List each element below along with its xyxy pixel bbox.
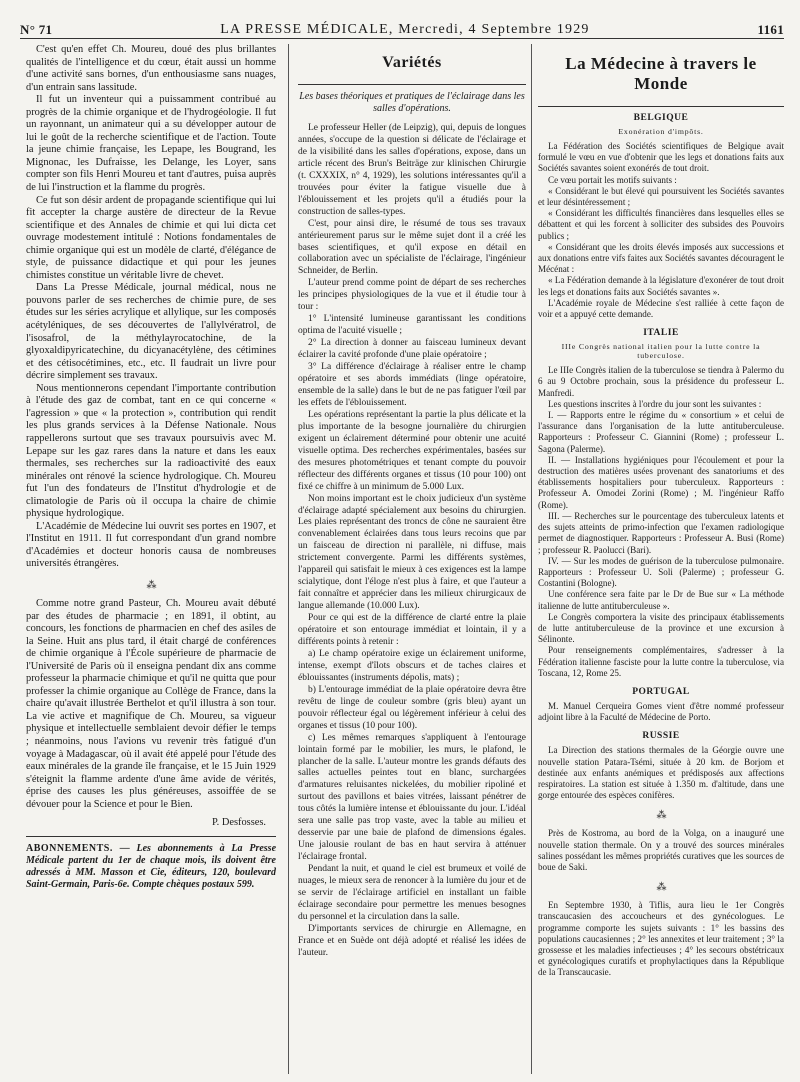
journal-title: LA PRESSE MÉDICALE, Mercredi, 4 Septembre 1929 (220, 22, 590, 37)
column-divider (531, 44, 532, 1074)
paragraph: Comme notre grand Pasteur, Ch. Moureu avait débuté par des études de pharmacie ; en 1891, il obtint, au concours, les fonctions de pharmacien en chef des asiles de la Seine. Huit ans plus tard, il était chargé de conférences de chimie organique à l'École supérieure de pharmacie de l'Université de Paris où il enseigna pendant dix ans comme professeur la pharmacie chimique et qu'il ne quitta que pour professer la chimie organique au Collège de France, dans la chaire qu'avait illustrée Berthelot et qu'il illustra à son tour. La vie active et magnifique de Ch. Moureu, sa vigueur physique et intellectuelle semblaient devoir défier le temps ; néanmoins, nous l'avions vu revenir très fatigué d'un voyage à Madagascar, où il avait été appelé pour l'étude des eaux minérales de la grande île française, et le 15 Juin 1929 s'éteignit la flamme ardente d'une âme avide de vérités, éprise des causes les plus généreuses, assoiffée de se dévouer pour la Science et pour le Bien. (26, 597, 276, 810)
article-subtitle: Les bases théoriques et pratiques de l'éclairage dans les salles d'opérations. (299, 91, 525, 114)
paragraph: C'est qu'en effet Ch. Moureu, doué des plus brillantes qualités de l'intelligence et du cœur, était aussi un homme d'une activité sans bornes, d'un enthousiasme sans nuages, d'un entrain sans lassitude. (26, 44, 276, 93)
paragraph: Ce vœu portait les motifs suivants : (548, 174, 677, 185)
subscriptions-notice (26, 836, 276, 891)
asterism-ornament: ⁂ (146, 579, 156, 591)
paragraph: « La Fédération demande à la législature d'exonérer de tout droit les legs et donations faits aux Sociétés savantes ». (538, 275, 784, 297)
varietes-column (298, 44, 526, 1074)
asterism-ornament: ⁂ (656, 882, 666, 894)
paragraph: La Direction des stations thermales de la Géorgie ouvre une nouvelle station Patara-Tsémi, située à 20 km. de Borjom et destinée aux enfants anémiques et prédisposés aux affections respiratoires. La station est située à 1.350 m. d'altitude, dans une gorge entourée des espèces conifères. (538, 745, 784, 801)
paragraph: L'Académie de Médecine lui ouvrit ses portes en 1907, et l'Institut en 1911. Il fut correspondant d'un grand nombre d'Académies et docteur honoris causa de nombreuses universités étrangères. (26, 520, 276, 570)
paragraph: Nous mentionnerons cependant l'importante contribution à l'étude des gaz de combat, tant en ce qui concerne « l'agression » que « la protection », contribution qui rendit les plus grands services à la Défense Nationale. Nous rappellerons surtout que ses travaux poursuivis avec M. Lepape sur les gaz rares dans la nature et dans les eaux thermales, ses recherches sur la radioactivité des eaux minérales ont rénové la science hydrologique. Ch. Moureu fut l'un des fondateurs de l'Institut d'hydrologie et de climatologie de Paris où il occupa la chaire de chimie physique hydrologique. (26, 382, 276, 520)
paragraph: Pour ce qui est de la différence de clarté entre la plaie opératoire et son entourage immédiat et lointain, il y a différents points à retenir : (298, 613, 526, 647)
obituary-column (26, 44, 276, 1074)
paragraph: II. — Installations hygiéniques pour l'écoulement et pour la destruction des matières usées provenant des sanatoriums et des établissements hospitaliers pour tuberculeux. Rapporteurs : Professeur A. Omodei Zorini (Rome) ; M. l'ingénieur Raffo (Rome). (538, 454, 784, 510)
paragraph: Une conférence sera faite par le Dr de Bue sur « La méthode italienne de lutte antituberculeuse ». (538, 589, 784, 611)
paragraph: Les opérations représentant la partie la plus délicate et la plus importante de la besogne journalière du chirurgien exigent un éclairement déterminé pour obtenir une acuité visuelle optima. Des recherches expérimentales, basées sur des mesures photométriques et tenant compte du pouvoir réflecteur des différents organes et tissus (10 pour 100) ont fixé ce chiffre à un minimum de 5.000 Lux. (298, 409, 526, 492)
paragraph: La Fédération des Sociétés scientifiques de Belgique avait formulé le vœu en vue d'obtenir que les legs et donations faits aux Sociétés savantes soient exonérés de tout droit. (538, 141, 784, 174)
paragraph: 3° La différence d'éclairage à réaliser entre le champ opératoire et ses abords immédiats (linge opératoire, ensemble de la salle) dans le but de ne pas fatiguer l'œil par les effets de l'éblouissement. (298, 362, 526, 408)
world-medicine-column (538, 44, 784, 1074)
paragraph: b) L'entourage immédiat de la plaie opératoire devra être revêtu de linge de couleur sombre (gris bleu) ayant un pouvoir réflecteur égal ou légèrement inférieur à celui des organes et tissus (10 pour 100). (298, 684, 526, 731)
paragraph: Ce fut son désir ardent de propagande scientifique qui lui fit accepter la charge austère de directeur de la Revue scientifique et des Annales de chimie et qui lui dicta cet ouvrage modestement intitulé : Notions fondamentales de chimie organique qui est un modèle de clarté, d'élégance de style, de puissance didactique et qui pour les jeunes chimistes constitue un véritable livre de chevet. (26, 194, 276, 281)
paragraph: D'importants services de chirurgie en Allemagne, en France et en Suède ont déjà adopté et réalisé les idées de l'auteur. (298, 923, 526, 958)
news-heading: Exonération d'impôts. (618, 127, 704, 136)
paragraph: « Considérant les difficultés financières dans lesquelles elles se débattent et qui les forcent à solliciter des subsides des Pouvoirs publics ; (538, 208, 784, 241)
paragraph: C'est, pour ainsi dire, le résumé de tous ses travaux antérieurement parus sur le même sujet dont il a créé les bases scientifiques, et qu'il expose en détail en collaboration avec un spécialiste de l'éclairage, l'ingénieur Schneider, de Berlin. (298, 218, 526, 277)
paragraph: Le Congrès comportera la visite des principaux établissements de lutte antituberculeuse de la province et une excursion à Sélinonte. (538, 611, 784, 645)
paragraph: L'Académie royale de Médecine s'est ralliée à cette façon de voir et a appuyé cette demande. (538, 297, 784, 320)
paragraph: Il fut un inventeur qui a puissamment contribué au progrès de la chimie organique et de l'hydrogéologie. Il fut un rayonnant, un animateur qui a su développer autour de lui le goût de la recherche scientifique et de l'action. Toute la jeune chimie française, les Lepape, les Bougrand, les Mignonac, les Dufraisse, les Delange, les Loyer, sans compter son fils Henri Moureu et tant d'autres, puisa auprès de lui l'instruction et la flamme du progrès. (26, 94, 276, 194)
title-rule (298, 84, 526, 85)
paragraph: 2° La direction à donner au faisceau lumineux devant éclairer la cavité profonde d'une plaie opératoire ; (298, 338, 526, 361)
paragraph: Les questions inscrites à l'ordre du jour sont les suivantes : (548, 398, 762, 409)
paragraph: « Considérant que les droits élevés imposés aux successions et aux donations entre vifs faites aux Sociétés savantes découragent le Mécénat : (538, 241, 784, 275)
page-folio: 1161 (757, 22, 784, 37)
country-heading-italie: ITALIE (643, 328, 679, 339)
paragraph: Le professeur Heller (de Leipzig), qui, depuis de longues années, s'occupe de la question si délicate de l'éclairage et de la visibilité dans les salles d'opérations, expose, dans un article récent des Brun's Beiträge zur klinischen Chirurgie (t. CXXXIX, n° 4, 1929), les solutions intéressantes qu'il a trouvées pour éviter la fatigue visuelle due à l'éblouissement et les projets qu'il a étudiés pour la construction de salles-types. (298, 123, 526, 217)
subscriptions-text: — Les abonnements à La Presse Médicale partent du 1er de chaque mois, ils doivent être adressés à MM. Masson et Cie, éditeurs, 120, boulevard Saint-Germain, Paris-6e. Compte chèques postaux 599. (26, 842, 276, 890)
paragraph: L'auteur prend comme point de départ de ses recherches les principes physiologiques de la vue et il étudie tour à tour : (298, 278, 526, 313)
title-rule (538, 106, 784, 107)
paragraph: Près de Kostroma, au bord de la Volga, on a inauguré une nouvelle station thermale. On y a trouvé des sources minérales salines possédant les mêmes propriétés curatives que les sources de boue de Saki. (538, 828, 784, 872)
paragraph: M. Manuel Cerqueira Gomes vient d'être nommé professeur adjoint libre à la Faculté de Médecine de Porto. (538, 700, 784, 723)
country-heading-portugal: PORTUGAL (632, 686, 690, 697)
paragraph: IV. — Sur les modes de guérison de la tuberculose pulmonaire. Rapporteurs : Professeur U. Soli (Palerme) ; professeur G. Costantini (Bologne). (538, 555, 784, 589)
news-heading: IIIe Congrès national italien pour la lutte contre la tuberculose. (561, 342, 761, 361)
paragraph: Le IIIe Congrès italien de la tuberculose se tiendra à Palermo du 6 au 9 Octobre prochain, sous la présidence du professeur L. Manfredi. (538, 365, 784, 398)
paragraph: c) Les mêmes remarques s'appliquent à l'entourage lointain formé par le mobilier, les murs, le plafond, le plancher de la salle. L'auteur montre les grands défauts des salles actuelles peintes tout en blanc, surchargées d'armatures reluisantes nickelées, du mobilier ripoliné et surtout des pavillons et baies vitrées, laissant pénétrer de tous côtés la lumière intense et éblouissante du jour. L'idéal sera une salle pas trop vaste, avec la table au milieu et desservie par une baie de plafond de dimensions égales. Une jalousie roulant de bas en haut servira à atténuer l'éclairage frontal. (298, 732, 526, 863)
paragraph: En Septembre 1930, à Tiflis, aura lieu le 1er Congrès transcaucasien des accoucheurs et des gynécologues. Le programme comporte les sujets suivants : 1° les bassins des populations caucasiennes ; 2° les annexites et leur traitement ; 3° la grossesse et les maladies infectieuses ; 4° les secours obstétricaux et gynécologiques curatifs et prophylactiques dans la République de la Transcaucasie. (538, 900, 784, 978)
paragraph: I. — Rapports entre le régime du « consortium » et celui de l'assurance dans l'organisation de la lutte antituberculeuse. Rapporteurs : Professeur C. Giannini (Rome) ; professeur L. Sagona (Palerme). (538, 410, 784, 454)
paragraph: Non moins important est le choix judicieux d'un système d'éclairage adapté spécialement aux besoins du chirurgien. Les plaies représentant des troncs de cône ne sauraient être convenablement éclairées dans tous leurs recoins que par un faisceau de direction ni parallèle, ni diffuse, mais strictement convergente. Parmi les différents systèmes, l'appareil qui satisfait le mieux à ces exigences est la lampe scialytique, dont l'éloge n'est plus à faire, et que l'auteur a fait connaître et apprécier dans les milieux chirurgicaux de langue allemande (10.000 Lux). (298, 493, 526, 612)
paragraph: Pour renseignements complémentaires, s'adresser à la Fédération italienne fasciste pour la lutte contre la tuberculose, via Toscana, 12, Rome 25. (538, 645, 784, 678)
author-signature: P. Desfosses. (212, 817, 266, 829)
country-heading-russie: RUSSIE (642, 731, 680, 742)
running-header (20, 16, 784, 39)
paragraph: Dans La Presse Médicale, journal médical, nous ne pouvons parler de ses recherches de chimie pure, de ses études sur les séries acrylique et allylique, sur les composés acétyléniques, de ses découvertes de l'allylvératrol, de l'isosafrol, de la méthylayrocatochine, de la glyoxaldipyricatechine, du dicyanacétylène, des cétimines et des cétisocétimines, etc., etc. Il faudrait un livre pour décrire simplement ses travaux. (26, 282, 276, 382)
columns (20, 44, 784, 1074)
issue-number: N° 71 (20, 22, 53, 37)
subscriptions-label: ABONNEMENTS. (26, 842, 113, 854)
paragraph: III. — Recherches sur le pourcentage des tuberculeux latents et des sujets atteints de primo-infection que l'examen radiologique permet de diagnostiquer. Rapporteurs : Professeur A. Busi (Rome) ; professeur R. Paolucci (Bari). (538, 510, 784, 555)
column-divider (288, 44, 289, 1074)
paragraph: 1° L'intensité lumineuse garantissant les conditions optima de l'acuité visuelle ; (298, 314, 526, 337)
paragraph: a) Le champ opératoire exige un éclairement uniforme, intense, exempt d'îlots obscurs et de taches claires et éblouissantes (instruments dépolis, mats) ; (298, 648, 526, 683)
section-title: Variétés (382, 54, 442, 71)
paragraph: Pendant la nuit, et quand le ciel est brumeux et voilé de nuages, le mieux sera de renoncer à la lumière du jour et de se servir de l'éclairage artificiel en installant un faible éclairage secondaire pour permettre les menues besognes du personnel et la circulation dans la salle. (298, 864, 526, 922)
asterism-ornament: ⁂ (656, 810, 666, 822)
section-title: La Médecine à travers le Monde (565, 54, 757, 93)
paragraph: « Considérant le but élevé qui poursuivent les Sociétés savantes et leur désintéressement ; (538, 185, 784, 208)
country-heading-belgique: BELGIQUE (633, 113, 689, 123)
